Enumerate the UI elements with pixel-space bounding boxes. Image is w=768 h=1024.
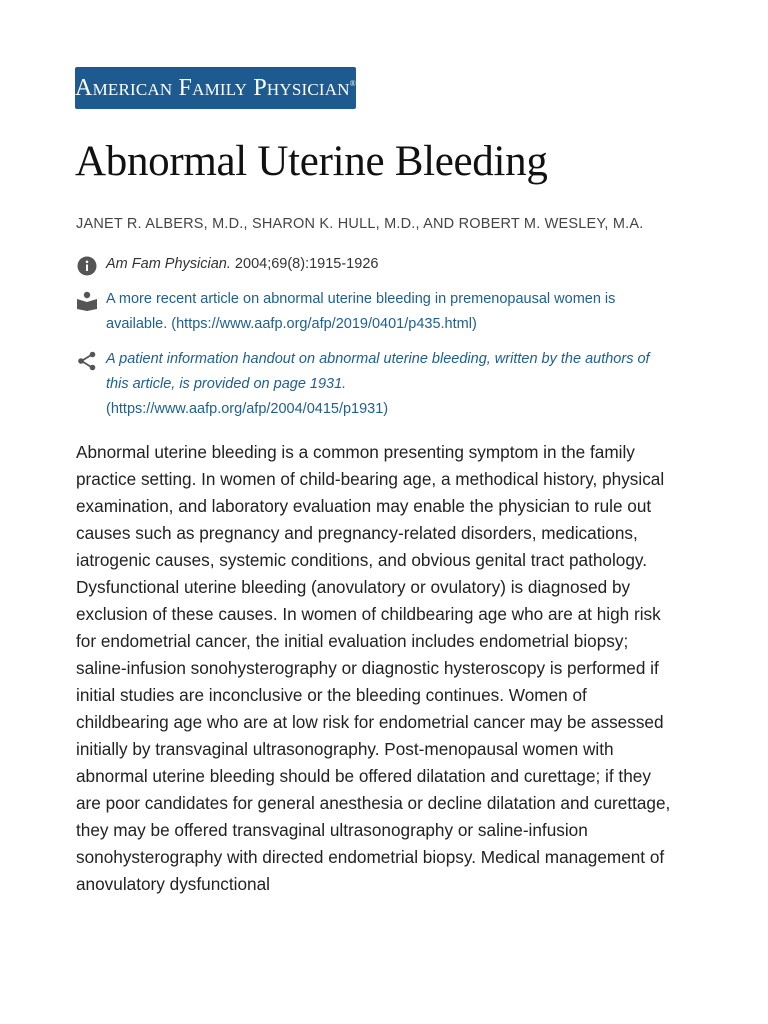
article-title: Abnormal Uterine Bleeding — [75, 138, 548, 185]
abstract-paragraph: Abnormal uterine bleeding is a common presenting symptom in the family practice setting. In women of child-bearing age, a methodical history, physical examination, and laboratory evaluation may enable the physician to rule out causes such as pregnancy and pregnancy-related disorders, medications, iatrogenic causes, systemic conditions, and obvious genital tract pathology. Dysfunctional uterine bleeding (anovulatory or ovulatory) is diagnosed by exclusion of these causes. In women of childbearing age who are at high risk for endometrial cancer, the initial evaluation includes endometrial biopsy; saline-infusion sonohysterography or diagnostic hysteroscopy is performed if initial studies are inconclusive or the bleeding continues. Women of childbearing age who are at low risk for endometrial cancer may be assessed initially by transvaginal ultrasonography. Post-menopausal women with abnormal uterine bleeding should be offered dilatation and curettage; if they are poor candidates for general anesthesia or decline dilatation and curettage, they may be offered transvaginal ultrasonography or saline-infusion sonohysterography with directed endometrial biopsy. Medical management of anovulatory dysfunctional — [76, 442, 671, 894]
reader-icon — [76, 290, 98, 312]
journal-logo[interactable] — [75, 67, 356, 109]
citation-journal: Am Fam Physician. — [106, 256, 231, 272]
citation-details: 2004;69(8):1915-1926 — [230, 256, 379, 272]
share-icon — [76, 350, 98, 372]
citation-row — [76, 256, 676, 277]
info-icon — [76, 255, 98, 277]
handout-text — [106, 347, 676, 422]
handout-url[interactable]: (https://www.aafp.org/afp/2004/0415/p1931) — [106, 401, 389, 417]
article-authors: JANET R. ALBERS, M.D., SHARON K. HULL, M.D., AND ROBERT M. WESLEY, M.A. — [76, 216, 644, 232]
handout-link[interactable]: A patient information handout on abnormal uterine bleeding, written by the authors of this article, is provided on page 1931. — [106, 351, 650, 392]
citation-text — [106, 252, 378, 277]
recent-article-row — [76, 291, 676, 337]
handout-row — [76, 351, 676, 422]
recent-article-text — [106, 287, 676, 337]
logo-text: American Family Physician® — [75, 74, 356, 101]
recent-article-link[interactable]: A more recent article on abnormal uterine bleeding in premenopausal women is available. (https://www.aafp.org/afp/2019/0401/p435.html) — [106, 291, 616, 332]
registered-mark: ® — [349, 78, 356, 88]
